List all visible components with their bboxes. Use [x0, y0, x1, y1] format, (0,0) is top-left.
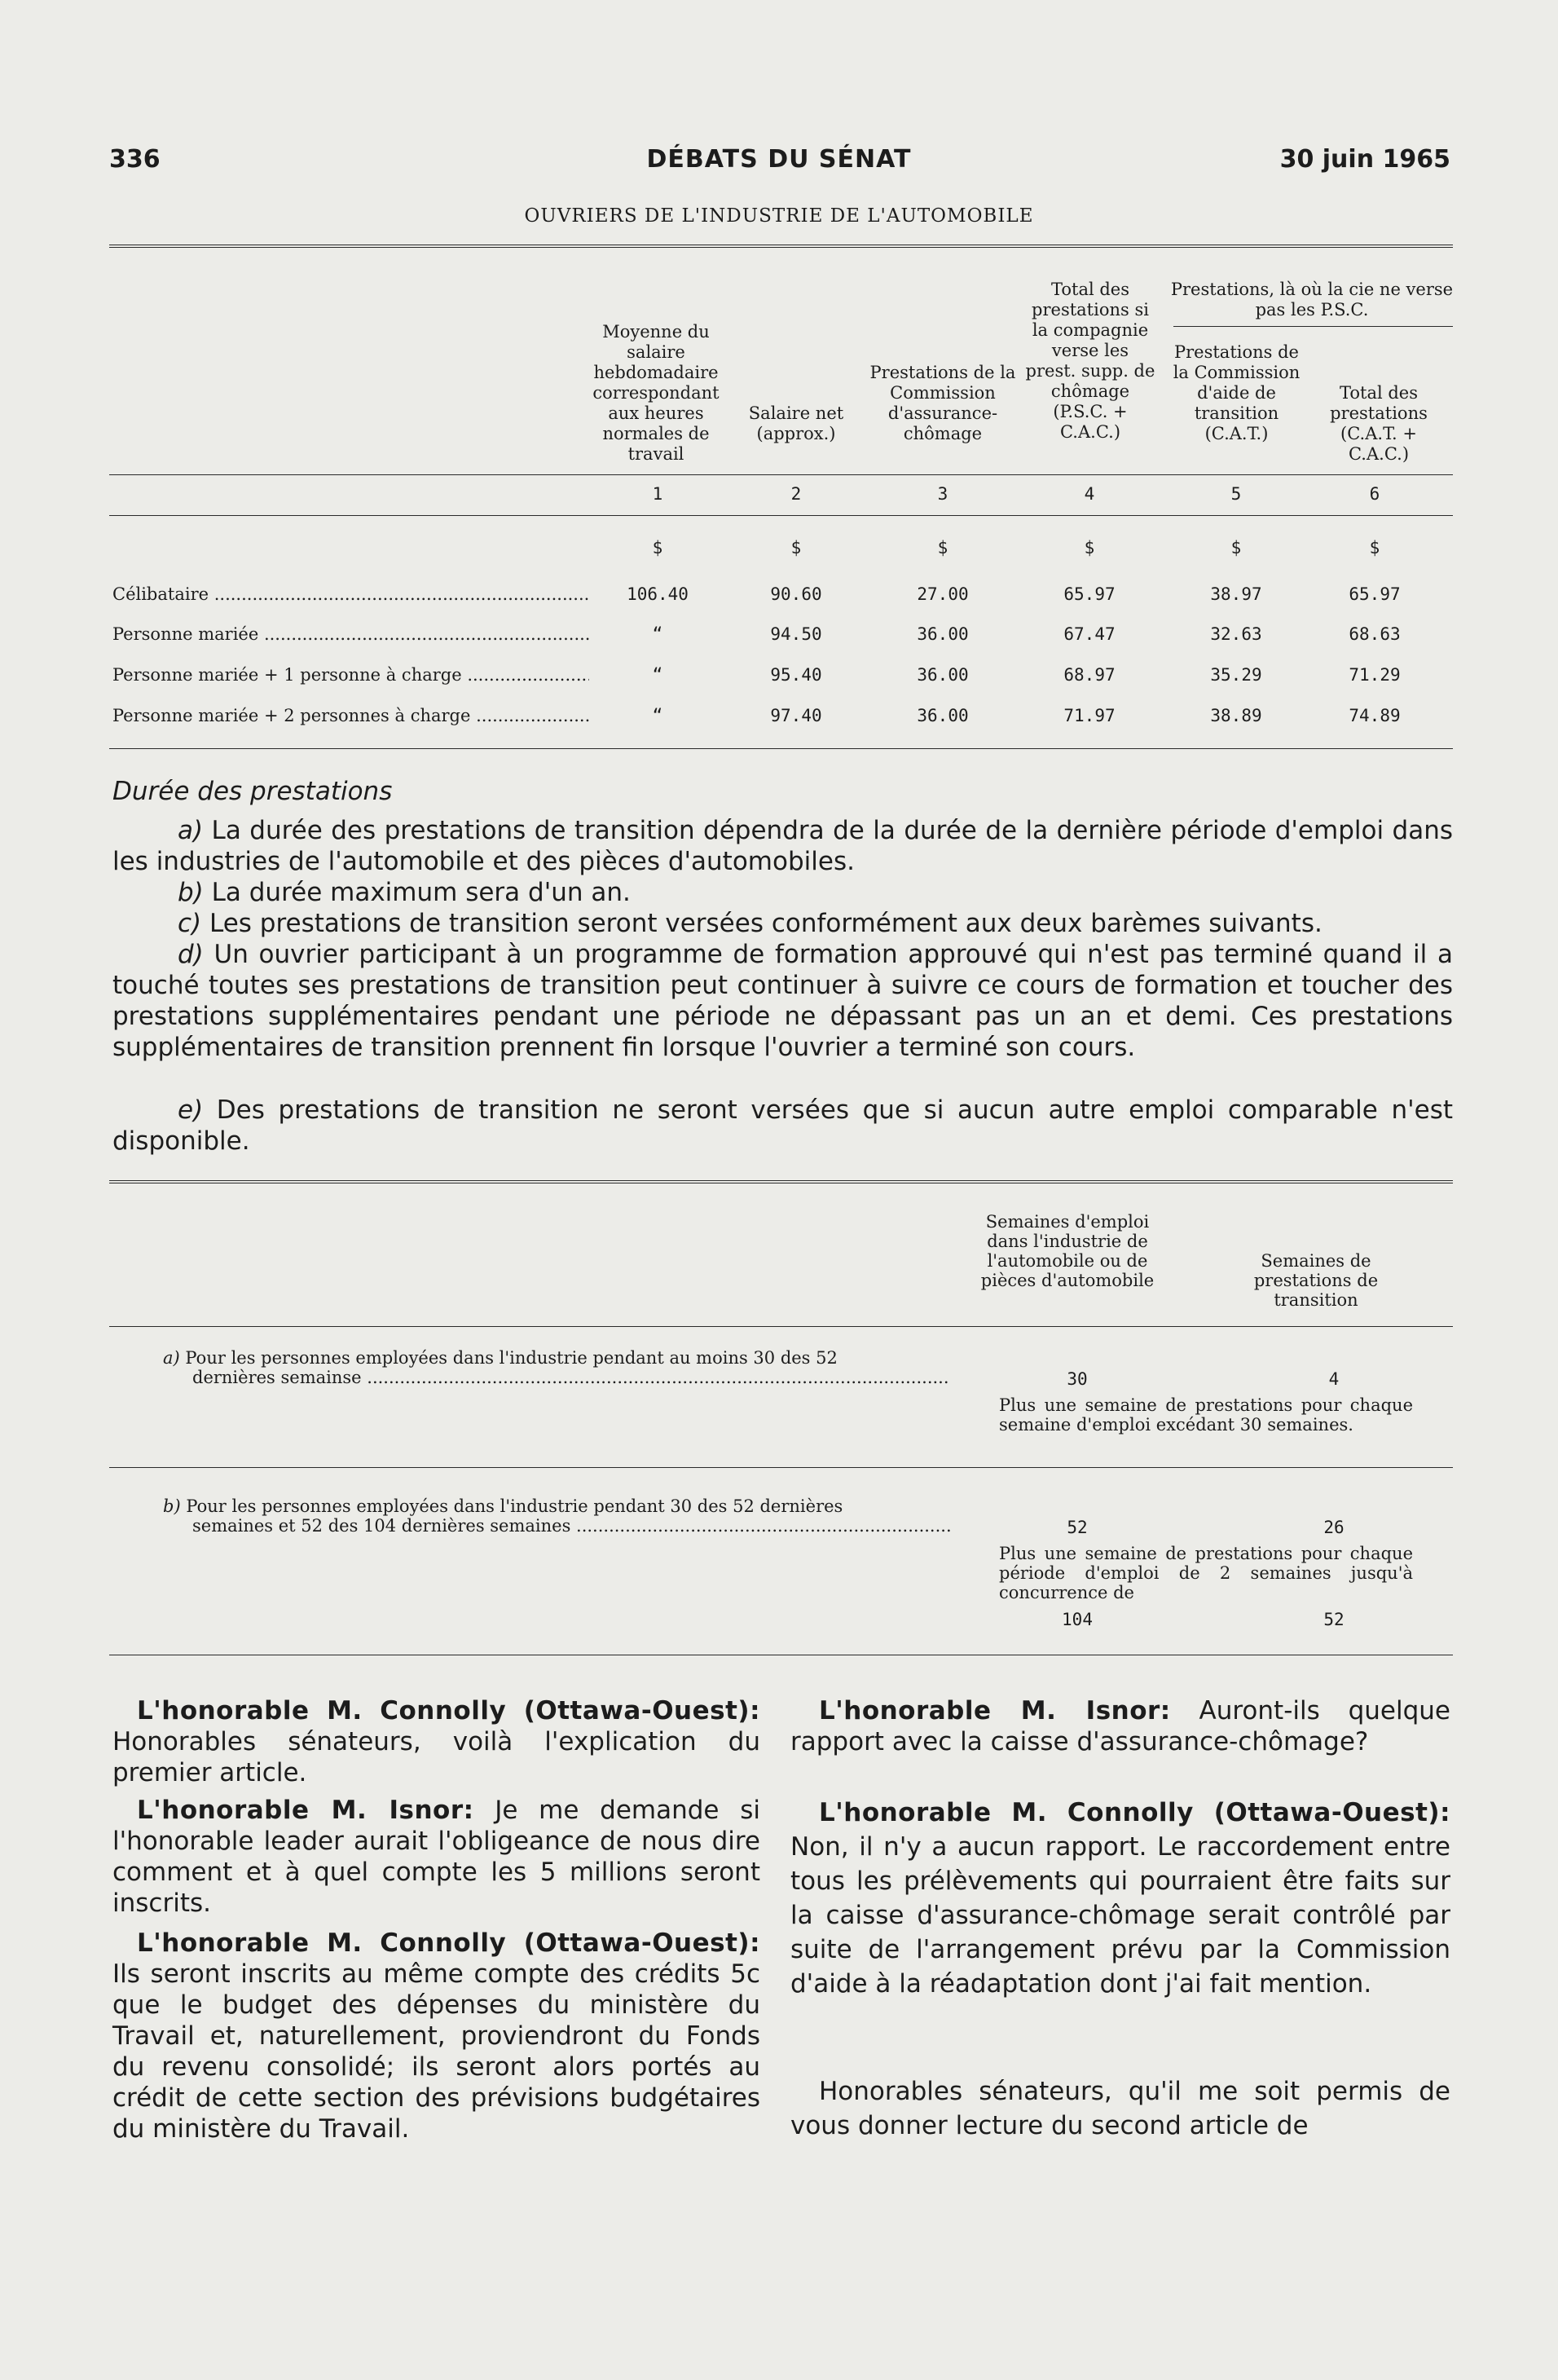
right-paragraph-1: L'honorable M. Isnor: Auront-ils quelque rapport avec la caisse d'assurance-chômage? — [790, 1696, 1450, 1756]
cell: 74.89 — [1349, 706, 1401, 725]
speaker-name: L'honorable M. Isnor: — [819, 1696, 1171, 1726]
row-note: Plus une semaine de prestations pour chaque semaine d'emploi excédant 30 semaines. — [999, 1395, 1413, 1435]
cell: 35.29 — [1210, 665, 1262, 685]
cell: 65.97 — [1349, 584, 1401, 604]
cell: 36.00 — [917, 624, 969, 644]
table2-col1-header: Semaines d'emploi dans l'industrie de l'automobile ou de pièces d'automobile — [980, 1212, 1155, 1290]
item-c: c) Les prestations de transition seront versées conformément aux deux barèmes suivants. — [178, 909, 1323, 938]
cell: 36.00 — [917, 706, 969, 725]
speaker-name: L'honorable M. Connolly (Ottawa-Ouest): — [819, 1798, 1450, 1827]
cell: 65.97 — [1063, 584, 1116, 604]
unit-label: $ — [652, 538, 663, 558]
speaker-name: L'honorable M. Connolly (Ottawa-Ouest): — [137, 1928, 760, 1958]
speaker-name: L'honorable M. Connolly (Ottawa-Ouest): — [137, 1696, 760, 1726]
table1-header-rule — [109, 474, 1453, 475]
item-e: e) Des prestations de transition ne seront versées que si aucun autre emploi comparable n'est disponible. — [112, 1095, 1453, 1156]
cell: 68.63 — [1349, 624, 1401, 644]
table1-top-rule — [109, 245, 1453, 249]
unit-label: $ — [1369, 538, 1380, 558]
col-number: 6 — [1369, 484, 1380, 504]
cell: “ — [652, 624, 663, 644]
item-b: b) La durée maximum sera d'un an. — [178, 878, 631, 907]
cell: 27.00 — [917, 584, 969, 604]
table1-group-header: Prestations, là où la cie ne verse pas les P.S.C. — [1170, 280, 1454, 320]
cell: 52 — [1323, 1610, 1345, 1629]
row-label: Célibataire — [112, 584, 209, 604]
row-label: Personne mariée + 2 personnes à charge — [112, 706, 471, 725]
cell: 104 — [1062, 1610, 1093, 1629]
cell: 90.60 — [770, 584, 822, 604]
cell: 97.40 — [770, 706, 822, 725]
item-d: d) Un ouvrier participant à un programme de formation approuvé qui n'est pas terminé quand il a touché toutes ses prestations de transition peut continuer à suivre ce cours de formation et toucher des prestations supplémentaires pendant une période ne dépassant pas un an et demi. Ces prestations supplémentaires de transition prennent fin lorsque l'ouvrier a terminé son cours. — [112, 940, 1453, 1062]
table1-col3-header: Prestations de la Commission d'assurance-chômage — [869, 363, 1016, 443]
page-number: 336 — [109, 145, 161, 174]
table1-col5-header: Prestations de la Commission d'aide de transition (C.A.T.) — [1173, 342, 1301, 443]
cell: 106.40 — [627, 584, 689, 604]
table1-group-rule — [1173, 326, 1453, 327]
cell: 52 — [1067, 1518, 1088, 1537]
col-number: 2 — [790, 484, 802, 504]
col-number: 3 — [937, 484, 948, 504]
left-paragraph-2: L'honorable M. Isnor: Je me demande si l'honorable leader aurait l'obligeance de nous dire comment et à quel compte les 5 millions seront inscrits. — [112, 1796, 760, 1918]
section-heading: Durée des prestations — [112, 777, 393, 806]
col-number: 5 — [1230, 484, 1242, 504]
table2-header-rule — [109, 1326, 1453, 1327]
col-number: 1 — [652, 484, 663, 504]
cell: 95.40 — [770, 665, 822, 685]
right-paragraph-3: Honorables sénateurs, qu'il me soit permis de vous donner lecture du second article de — [790, 2077, 1450, 2140]
table2-top-rule — [109, 1180, 1453, 1185]
row-label: Personne mariée — [112, 624, 259, 644]
cell: 36.00 — [917, 665, 969, 685]
right-paragraph-2: L'honorable M. Connolly (Ottawa-Ouest): Non, il n'y a aucun rapport. Le raccordement entre tous les prélèvements qui pourraient être faits sur la caisse d'assurance-chômage serait contrôlé par suite de l'arrangement prévu par la Commission d'aide à la réadaptation dont j'ai fait mention. — [790, 1798, 1450, 1999]
cell: “ — [652, 665, 663, 685]
cell: 26 — [1323, 1518, 1345, 1537]
cell: 4 — [1328, 1369, 1340, 1389]
page-header-title: DÉBATS DU SÉNAT — [646, 145, 912, 174]
cell: 67.47 — [1063, 624, 1116, 644]
cell: 30 — [1067, 1369, 1088, 1389]
table1-title: OUVRIERS DE L'INDUSTRIE DE L'AUTOMOBILE — [524, 205, 1034, 227]
row-note: Plus une semaine de prestations pour chaque période d'emploi de 2 semaines jusqu'à concurrence de — [999, 1544, 1413, 1602]
cell: 38.97 — [1210, 584, 1262, 604]
left-paragraph-1: L'honorable M. Connolly (Ottawa-Ouest): Honorables sénateurs, voilà l'explication du premier article. — [112, 1696, 760, 1787]
table1-col6-header: Total des prestations (C.A.T. + C.A.C.) — [1330, 383, 1428, 464]
table1-col1-header: Moyenne du salaire hebdomadaire correspondant aux heures normales de travail — [592, 322, 720, 464]
unit-label: $ — [790, 538, 802, 558]
col-number: 4 — [1084, 484, 1095, 504]
cell: “ — [652, 706, 663, 725]
cell: 71.29 — [1349, 665, 1401, 685]
cell: 68.97 — [1063, 665, 1116, 685]
table1-col4-header: Total des prestations si la compagnie verse les prest. supp. de chômage (P.S.C. + C.A.C.) — [1025, 280, 1155, 442]
table1-col2-header: Salaire net (approx.) — [748, 403, 844, 443]
table1-colnum-rule — [109, 515, 1453, 516]
table2-mid-rule — [109, 1467, 1453, 1468]
table2-col2-header: Semaines de prestations de transition — [1253, 1251, 1379, 1310]
table1-bottom-rule — [109, 748, 1453, 749]
item-a: a) La durée des prestations de transition dépendra de la durée de la dernière période d'emploi dans les industries de l'automobile et des pièces d'automobiles. — [112, 816, 1453, 876]
unit-label: $ — [937, 538, 948, 558]
left-paragraph-3: L'honorable M. Connolly (Ottawa-Ouest): Ils seront inscrits au même compte des crédits 5c que le budget des dépenses du ministère du Travail et, naturellement, proviendront du Fonds du revenu consolidé; ils seront alors portés au crédit de cette section des prévisions budgétaires du ministère du Travail. — [112, 1928, 760, 2144]
cell: 38.89 — [1210, 706, 1262, 725]
cell: 32.63 — [1210, 624, 1262, 644]
row-label: Personne mariée + 1 personne à charge — [112, 665, 462, 685]
unit-label: $ — [1230, 538, 1242, 558]
cell: 94.50 — [770, 624, 822, 644]
speaker-name: L'honorable M. Isnor: — [137, 1796, 474, 1825]
cell: 71.97 — [1063, 706, 1116, 725]
page-header-date: 30 juin 1965 — [1279, 145, 1450, 174]
unit-label: $ — [1084, 538, 1095, 558]
